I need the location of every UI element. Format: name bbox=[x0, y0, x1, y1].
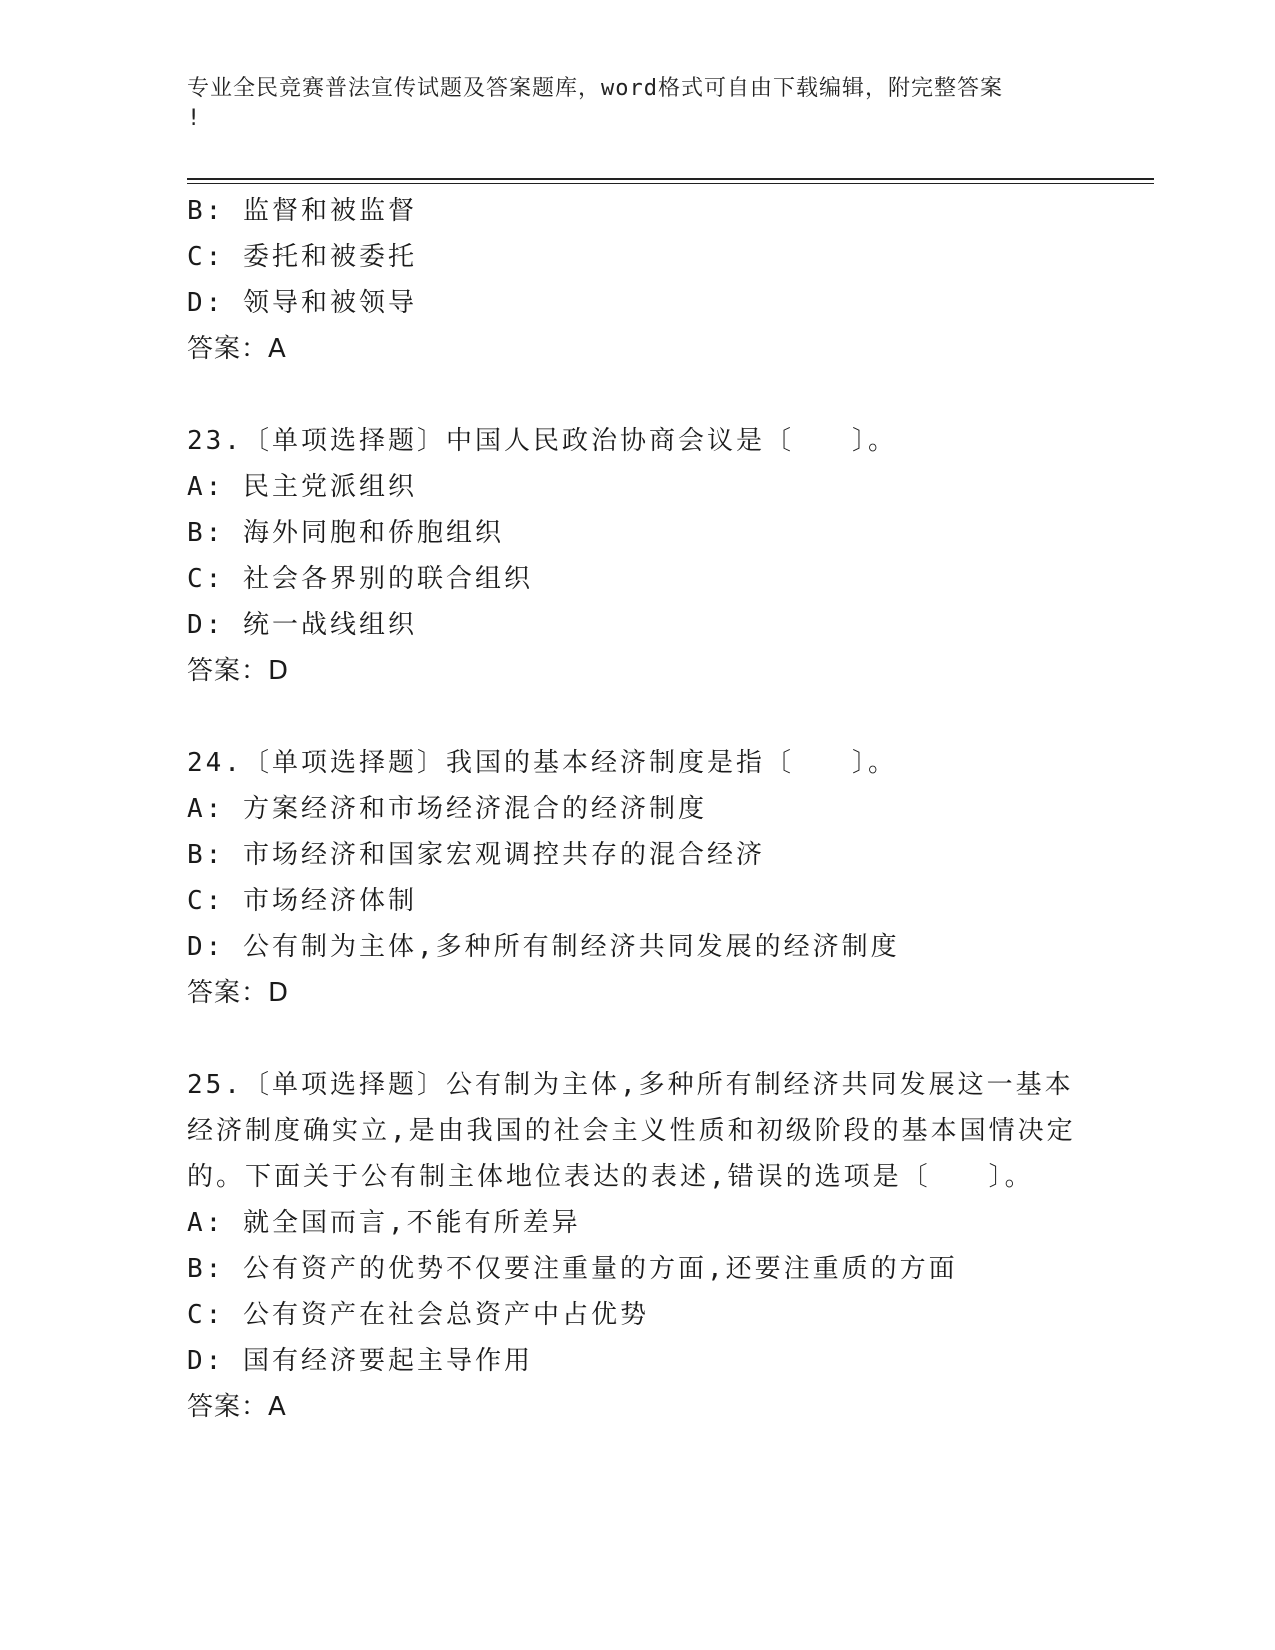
answer-value: D bbox=[268, 978, 290, 1008]
answer-label: 答案： bbox=[187, 1392, 269, 1422]
option-d: D: 公有制为主体,多种所有制经济共同发展的经济制度 bbox=[187, 932, 900, 962]
answer-line bbox=[187, 970, 1087, 1016]
question-stem-line-1: 25.〔单项选择题〕公有制为主体,多种所有制经济共同发展这一基本 bbox=[187, 1070, 1074, 1100]
option-b: B: 监督和被监督 bbox=[187, 196, 417, 226]
answer-value: A bbox=[268, 334, 287, 364]
option-d: D: 统一战线组织 bbox=[187, 610, 417, 640]
document-header bbox=[187, 74, 1067, 134]
option-a: A: 就全国而言,不能有所差异 bbox=[187, 1208, 581, 1238]
option-b: B: 市场经济和国家宏观调控共存的混合经济 bbox=[187, 840, 765, 870]
answer-value: A bbox=[268, 1392, 287, 1422]
option-c: C: 市场经济体制 bbox=[187, 886, 417, 916]
option-a: A: 方案经济和市场经济混合的经济制度 bbox=[187, 794, 707, 824]
option-a: A: 民主党派组织 bbox=[187, 472, 417, 502]
option-b: B: 公有资产的优势不仅要注重量的方面,还要注重质的方面 bbox=[187, 1254, 958, 1284]
option-d: D: 国有经济要起主导作用 bbox=[187, 1346, 533, 1376]
question-23 bbox=[187, 418, 1087, 694]
answer-label: 答案： bbox=[187, 334, 269, 364]
question-stem-line-2: 经济制度确实立,是由我国的社会主义性质和初级阶段的基本国情决定 bbox=[187, 1116, 1076, 1146]
question-stem: 24.〔单项选择题〕我国的基本经济制度是指〔 〕。 bbox=[187, 748, 897, 778]
option-b: B: 海外同胞和侨胞组织 bbox=[187, 518, 504, 548]
spacer bbox=[187, 1016, 1087, 1062]
header-title: 专业全民竞赛普法宣传试题及答案题库，word格式可自由下载编辑，附完整答案 bbox=[187, 76, 1003, 101]
option-c: C: 委托和被委托 bbox=[187, 242, 417, 272]
question-25 bbox=[187, 1062, 1087, 1430]
question-24 bbox=[187, 740, 1087, 1016]
header-divider-thin bbox=[187, 183, 1154, 184]
header-divider-thick bbox=[187, 178, 1154, 180]
option-c: C: 社会各界别的联合组织 bbox=[187, 564, 533, 594]
spacer bbox=[187, 694, 1087, 740]
option-c: C: 公有资产在社会总资产中占优势 bbox=[187, 1300, 649, 1330]
header-title-continuation: ! bbox=[187, 106, 202, 131]
question-stem-line-3: 的。下面关于公有制主体地位表达的表述,错误的选项是〔 〕。 bbox=[187, 1162, 1034, 1192]
answer-value: D bbox=[268, 656, 290, 686]
answer-label: 答案： bbox=[187, 656, 269, 686]
question-stem: 23.〔单项选择题〕中国人民政治协商会议是〔 〕。 bbox=[187, 426, 897, 456]
question-list bbox=[187, 188, 1087, 1430]
answer-label: 答案： bbox=[187, 978, 269, 1008]
option-d: D: 领导和被领导 bbox=[187, 288, 417, 318]
answer-line bbox=[187, 326, 1087, 372]
spacer bbox=[187, 372, 1087, 418]
question-22-tail bbox=[187, 188, 1087, 372]
answer-line bbox=[187, 648, 1087, 694]
answer-line bbox=[187, 1384, 1087, 1430]
